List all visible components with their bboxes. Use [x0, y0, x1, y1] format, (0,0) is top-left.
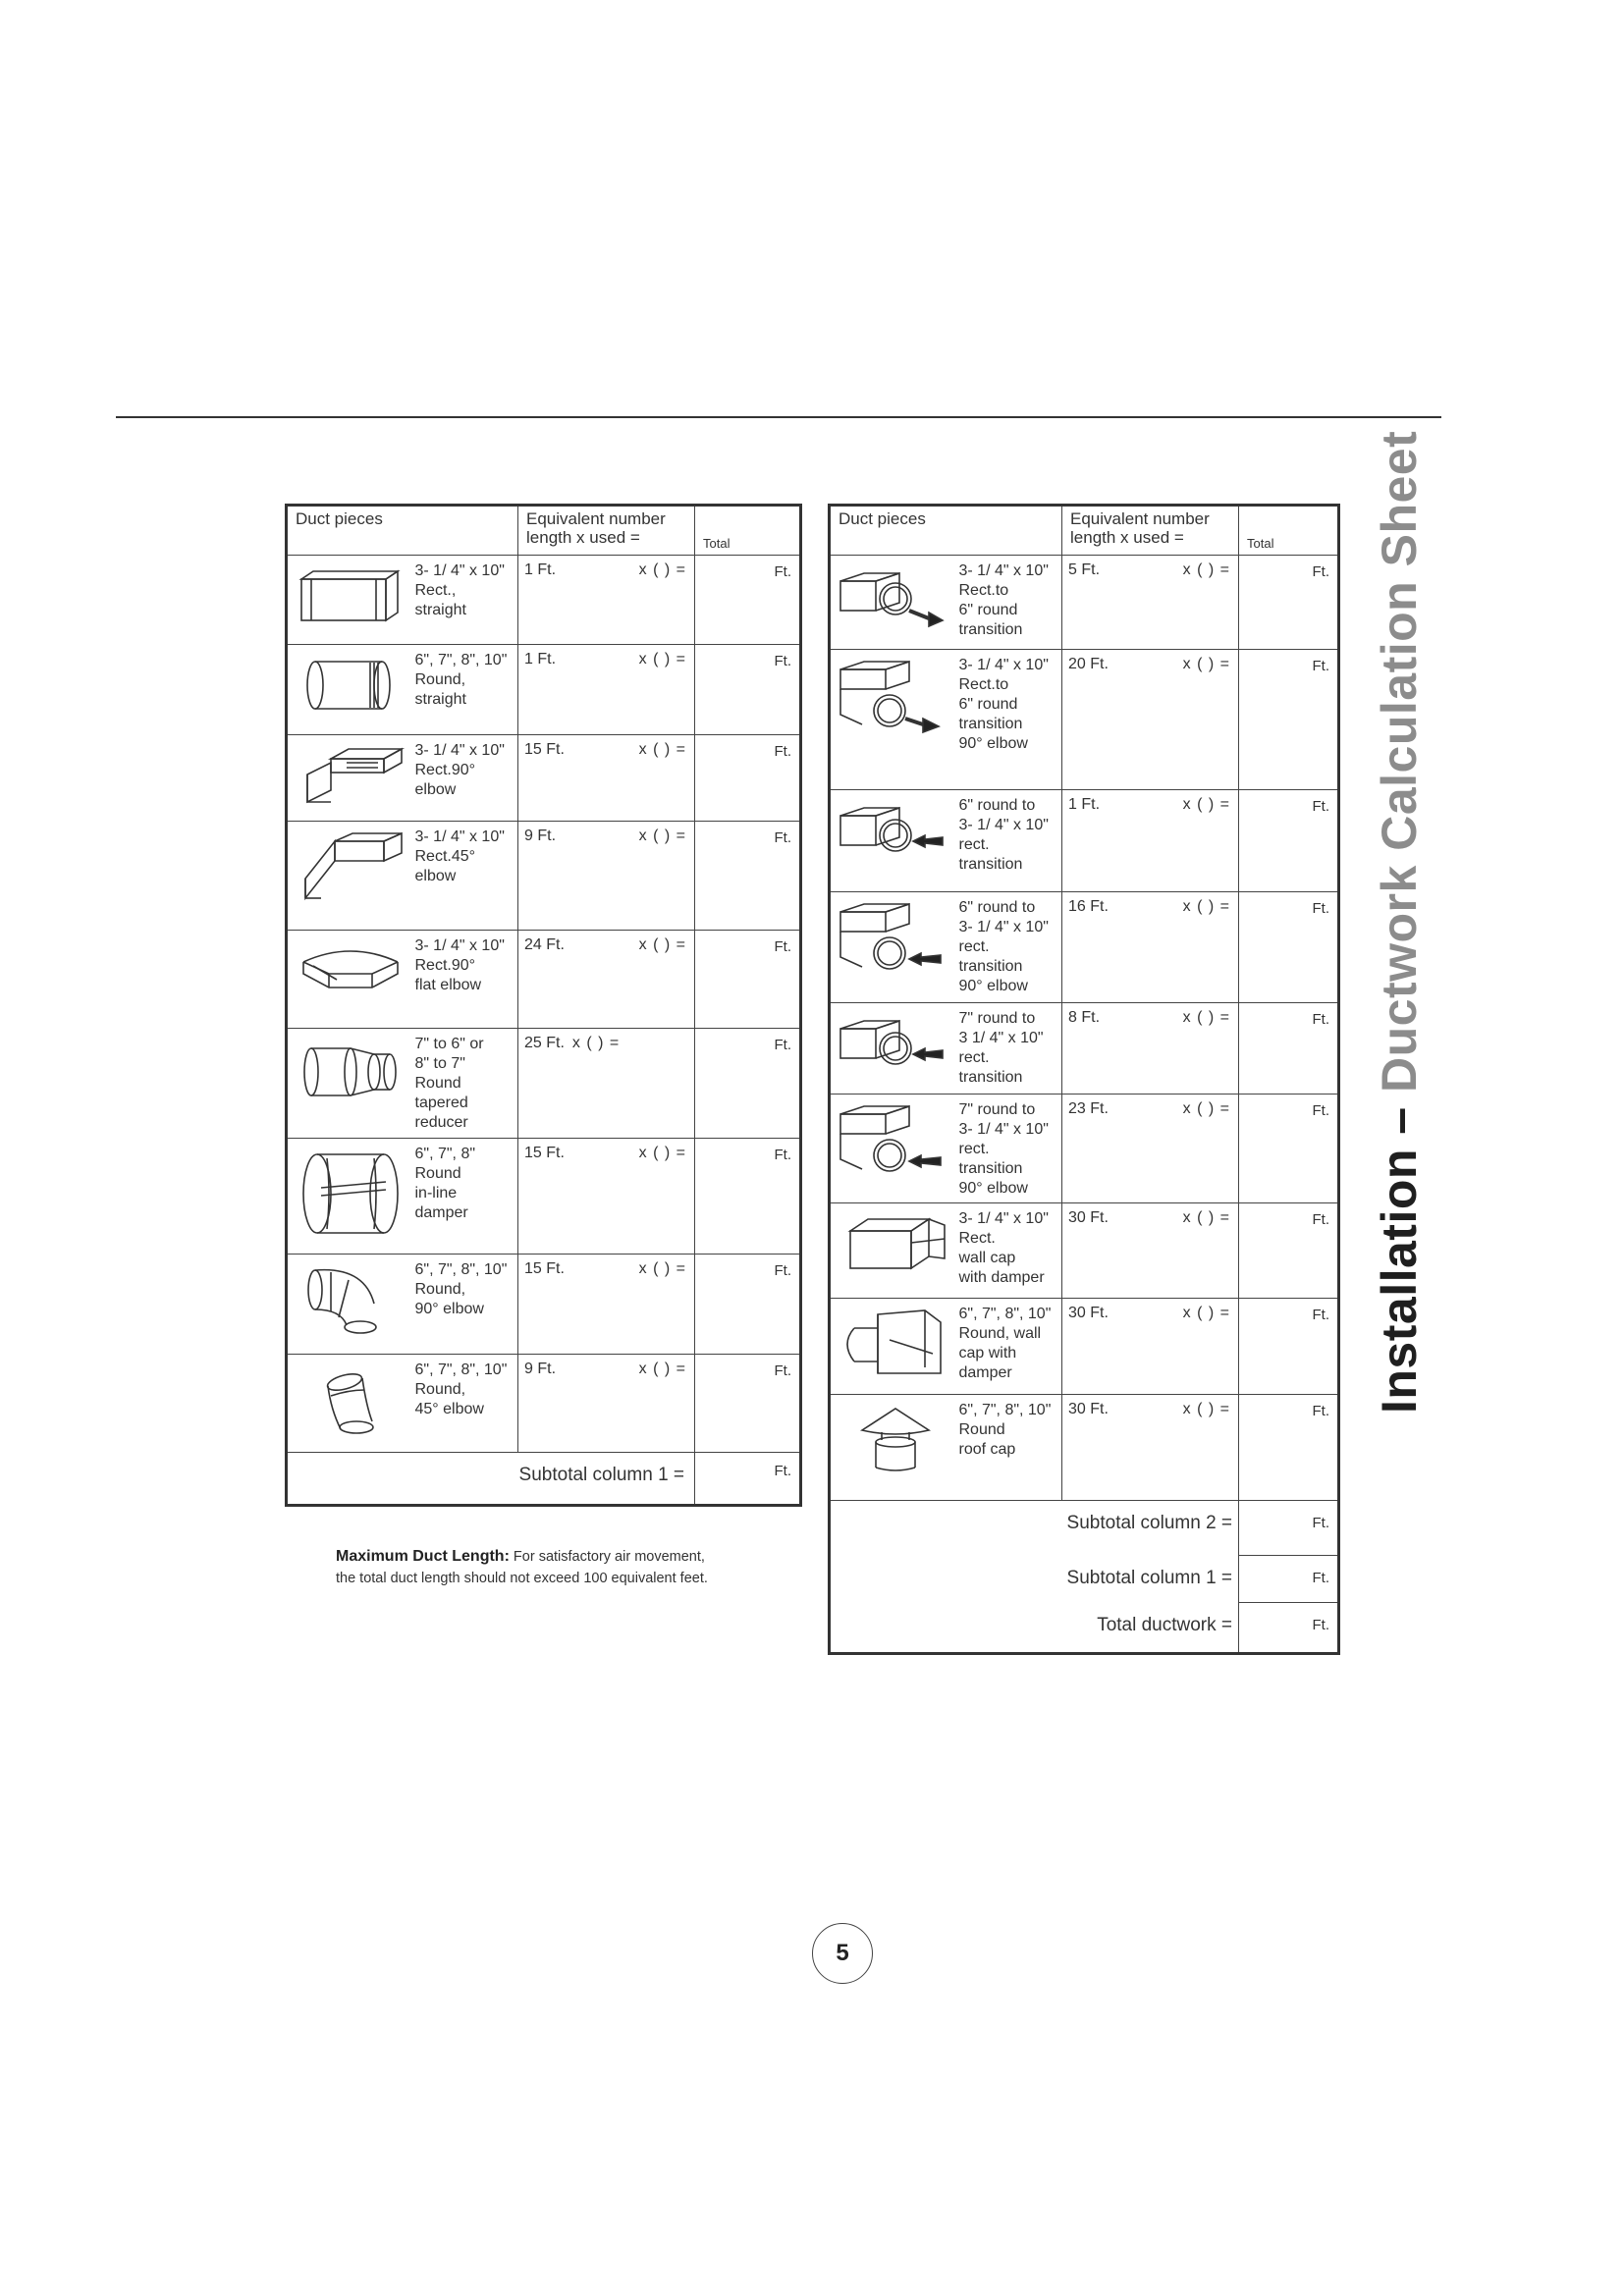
total-field[interactable]: Ft.: [1239, 1003, 1339, 1095]
duct-table-column-2: [828, 504, 1340, 1655]
equivalent-length: 15 Ft.: [524, 1260, 565, 1277]
duct-table-column-1: [285, 504, 802, 1507]
duct-description: 6" round to 3- 1/ 4" x 10" rect. transition 90° elbow: [958, 899, 1049, 994]
total-field[interactable]: Ft.: [695, 735, 801, 822]
total-field[interactable]: Ft.: [1239, 1095, 1339, 1203]
subtotal-row: [287, 1453, 801, 1506]
table-row: [287, 822, 801, 931]
number-used-field[interactable]: x ( ) =: [1182, 898, 1231, 915]
number-used-field[interactable]: x ( ) =: [1182, 1401, 1231, 1417]
number-used-field[interactable]: x ( ) =: [638, 936, 687, 953]
round-wall-cap-icon: [835, 1305, 950, 1383]
number-used-field[interactable]: x ( ) =: [638, 561, 687, 578]
header-duct-pieces: Duct pieces: [830, 506, 1062, 556]
duct-description: 3- 1/ 4" x 10" Rect.90° flat elbow: [414, 937, 505, 993]
equivalent-length: 1 Ft.: [524, 561, 557, 578]
equivalent-length: 30 Ft.: [1068, 1209, 1109, 1226]
table-row: [830, 1095, 1339, 1203]
duct-description: 6", 7", 8", 10" Round, 45° elbow: [414, 1362, 508, 1417]
equivalent-length: 9 Ft.: [524, 1361, 557, 1377]
table-row: [830, 1395, 1339, 1501]
rect-45-elbow-icon: [292, 828, 407, 906]
equivalent-length: 30 Ft.: [1068, 1401, 1109, 1417]
round7-to-rect-90-transition-icon: [835, 1100, 950, 1189]
total-field[interactable]: Ft.: [695, 556, 801, 645]
number-used-field[interactable]: x ( ) =: [638, 741, 687, 758]
subtotal-column-1-field[interactable]: Ft.: [695, 1453, 801, 1506]
total-ductwork-label: Total ductwork =: [1062, 1603, 1239, 1654]
header-total: Total: [695, 506, 801, 556]
table-header-row: [287, 506, 801, 556]
page-title: Installation – Ductwork Calculation Sheet: [1372, 430, 1427, 1414]
total-field[interactable]: Ft.: [695, 1139, 801, 1255]
rect-90-elbow-icon: [292, 741, 407, 810]
duct-description: 6", 7", 8", 10" Round, straight: [414, 652, 508, 708]
equivalent-length: 25 Ft.: [524, 1035, 565, 1051]
table-row: [287, 1255, 801, 1355]
duct-description: 3- 1/ 4" x 10" Rect.90° elbow: [414, 742, 505, 798]
equivalent-length: 24 Ft.: [524, 936, 565, 953]
max-duct-length-note: Maximum Duct Length: For satisfactory air movement, the total duct length should not exceed 100 equivalent feet.: [336, 1548, 708, 1586]
number-used-field[interactable]: x ( ) =: [638, 651, 687, 667]
number-used-field[interactable]: x ( ) =: [1182, 561, 1231, 578]
total-field[interactable]: Ft.: [1239, 1299, 1339, 1395]
total-field[interactable]: Ft.: [1239, 556, 1339, 650]
total-ductwork-field[interactable]: Ft.: [1239, 1603, 1339, 1654]
total-field[interactable]: Ft.: [1239, 892, 1339, 1003]
subtotal-column-1-field[interactable]: Ft.: [1239, 1556, 1339, 1603]
number-used-field[interactable]: x ( ) =: [638, 828, 687, 844]
subtotal-column-2-label: Subtotal column 2 =: [1062, 1501, 1239, 1556]
duct-description: 6", 7", 8", 10" Round, wall cap with damper: [958, 1306, 1052, 1381]
number-used-field[interactable]: x ( ) =: [638, 1145, 687, 1161]
rect-flat-elbow-icon: [292, 936, 407, 1005]
equivalent-length: 1 Ft.: [1068, 796, 1101, 813]
table-row: [830, 556, 1339, 650]
tapered-reducer-icon: [292, 1035, 407, 1109]
total-field[interactable]: Ft.: [695, 1255, 801, 1355]
equivalent-length: 9 Ft.: [524, 828, 557, 844]
round-straight-duct-icon: [292, 651, 407, 720]
duct-description: 3- 1/ 4" x 10" Rect. wall cap with damper: [958, 1210, 1049, 1286]
total-field[interactable]: Ft.: [1239, 1395, 1339, 1501]
equivalent-length: 15 Ft.: [524, 1145, 565, 1161]
number-used-field[interactable]: x ( ) =: [1182, 1009, 1231, 1026]
header-duct-pieces: Duct pieces: [287, 506, 518, 556]
duct-description: 7" round to 3 1/ 4" x 10" rect. transition: [958, 1010, 1044, 1086]
table-row: [830, 1299, 1339, 1395]
table-row: [287, 735, 801, 822]
equivalent-length: 1 Ft.: [524, 651, 557, 667]
page-number: 5: [812, 1923, 873, 1984]
table-row: [830, 650, 1339, 790]
table-header-row: [830, 506, 1339, 556]
number-used-field[interactable]: x ( ) =: [1182, 796, 1231, 813]
equivalent-length: 15 Ft.: [524, 741, 565, 758]
round-to-rect-90-transition-icon: [835, 898, 950, 987]
equivalent-length: 20 Ft.: [1068, 656, 1109, 672]
total-field[interactable]: Ft.: [695, 931, 801, 1029]
duct-description: 6", 7", 8", 10" Round, 90° elbow: [414, 1261, 508, 1317]
number-used-field[interactable]: x ( ) =: [571, 1035, 621, 1051]
total-field[interactable]: Ft.: [1239, 650, 1339, 790]
rect-wall-cap-icon: [835, 1209, 950, 1284]
duct-description: 6", 7", 8", 10" Round roof cap: [958, 1402, 1052, 1458]
duct-description: 7" round to 3- 1/ 4" x 10" rect. transition 90° elbow: [958, 1101, 1049, 1197]
duct-description: 6" round to 3- 1/ 4" x 10" rect. transition: [958, 797, 1049, 873]
duct-description: 3- 1/ 4" x 10" Rect., straight: [414, 562, 505, 618]
roof-cap-icon: [835, 1401, 950, 1479]
table-row: [287, 1355, 801, 1453]
rect-to-round-90-transition-icon: [835, 656, 950, 744]
duct-description: 3- 1/ 4" x 10" Rect.to 6" round transition 90° elbow: [958, 657, 1049, 752]
header-equivalent-length: Equivalent number length x used =: [1062, 506, 1239, 556]
rect-straight-duct-icon: [292, 561, 407, 630]
duct-description: 6", 7", 8" Round in-line damper: [414, 1146, 476, 1221]
table-row: [287, 1139, 801, 1255]
number-used-field[interactable]: x ( ) =: [1182, 656, 1231, 672]
duct-description: 3- 1/ 4" x 10" Rect.45° elbow: [414, 828, 505, 884]
duct-description: 7" to 6" or 8" to 7" Round tapered reducer: [414, 1036, 484, 1131]
total-field[interactable]: Ft.: [695, 645, 801, 735]
table-row: [830, 1003, 1339, 1095]
round7-to-rect-transition-icon: [835, 1009, 950, 1088]
total-field[interactable]: Ft.: [1239, 790, 1339, 892]
round-45-elbow-icon: [292, 1361, 407, 1445]
table-row: [830, 892, 1339, 1003]
number-used-field[interactable]: x ( ) =: [638, 1260, 687, 1277]
table-row: [287, 556, 801, 645]
equivalent-length: 30 Ft.: [1068, 1305, 1109, 1321]
number-used-field[interactable]: x ( ) =: [1182, 1305, 1231, 1321]
inline-damper-icon: [292, 1145, 407, 1243]
subtotal-2-row: [830, 1501, 1339, 1556]
table-row: [830, 1203, 1339, 1299]
header-rule: [116, 416, 1441, 418]
round-90-elbow-icon: [292, 1260, 407, 1345]
round-to-rect-transition-icon: [835, 796, 950, 875]
number-used-field[interactable]: x ( ) =: [1182, 1209, 1231, 1226]
number-used-field[interactable]: x ( ) =: [1182, 1100, 1231, 1117]
total-field[interactable]: Ft.: [695, 1355, 801, 1453]
equivalent-length: 8 Ft.: [1068, 1009, 1101, 1026]
subtotal-column-2-field[interactable]: Ft.: [1239, 1501, 1339, 1556]
number-used-field[interactable]: x ( ) =: [638, 1361, 687, 1377]
table-row: [830, 790, 1339, 892]
header-total: Total: [1239, 506, 1339, 556]
header-equivalent-length: Equivalent number length x used =: [518, 506, 695, 556]
equivalent-length: 5 Ft.: [1068, 561, 1101, 578]
subtotal-column-1-label: Subtotal column 1 =: [1062, 1556, 1239, 1603]
table-row: [287, 1029, 801, 1139]
total-field[interactable]: Ft.: [695, 822, 801, 931]
duct-description: 3- 1/ 4" x 10" Rect.to 6" round transition: [958, 562, 1049, 638]
rect-to-round-transition-icon: [835, 561, 950, 640]
equivalent-length: 16 Ft.: [1068, 898, 1109, 915]
subtotal-column-1-label: Subtotal column 1 =: [287, 1453, 695, 1506]
total-field[interactable]: Ft.: [695, 1029, 801, 1139]
equivalent-length: 23 Ft.: [1068, 1100, 1109, 1117]
total-field[interactable]: Ft.: [1239, 1203, 1339, 1299]
table-row: [287, 645, 801, 735]
table-row: [287, 931, 801, 1029]
